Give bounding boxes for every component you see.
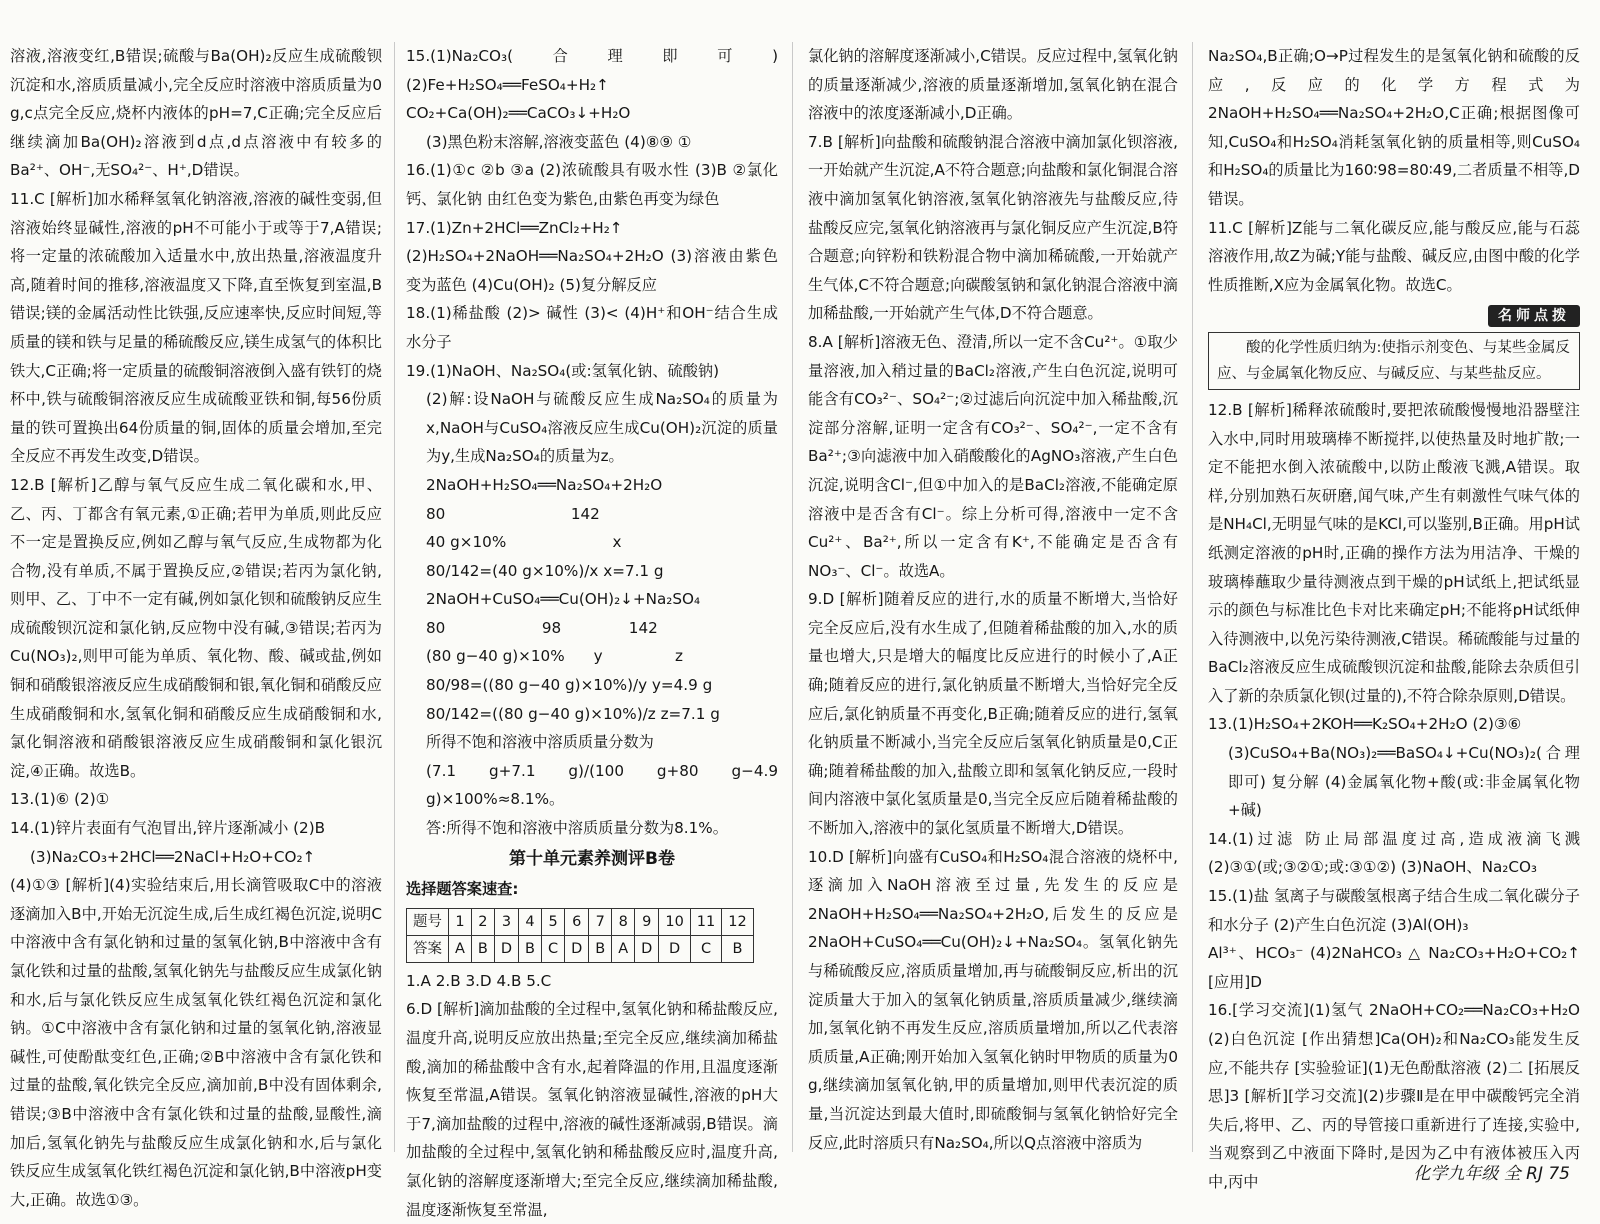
table-cell: 2: [471, 908, 494, 935]
column-divider: [394, 42, 395, 1152]
table-cell: D: [494, 935, 518, 962]
table-cell: B: [589, 935, 612, 962]
table-cell: 5: [542, 908, 565, 935]
answer-13: 13.(1)H₂SO₄+2KOH══K₂SO₄+2H₂O (2)③⑥: [1208, 715, 1522, 734]
answer-12: 12.B [解析]稀释浓硫酸时,要把浓硫酸慢慢地沿器壁注入水中,同时用玻璃棒不断搅拌,以使热量及时地扩散;一定不能把水倒入浓硫酸中,以防止酸液飞溅,A错误。取样,分别加熟石灰研磨,闻气味,产生有刺激性气味气体的是NH₄Cl,无明显气味的是KCl,可以鉴别,B正确。用pH试纸测定溶液的pH时,正确的操作方法为用洁净、干燥的玻璃棒蘸取少量待测液点到干燥的pH试纸上,把试纸显示的颜色与标准比色卡对比来确定pH;不能将pH试纸伸入待测液中,以免污染待测液,C错误。稀硫酸能与过量的BaCl₂溶液反应生成硫酸钡沉淀和盐酸,能除去杂质但引入了新的杂质氯化钡(过量的),不符合除杂原则,D错误。: [1208, 400, 1580, 705]
table-answer-label: 答案: [407, 935, 449, 962]
table-cell: A: [449, 935, 472, 962]
table-cell: A: [612, 935, 635, 962]
answer-15: 15.(1)Na₂CO₃(合理即可) (2)Fe+H₂SO₄══FeSO₄+H₂↑ CO₂+Ca(OH)₂══CaCO₃↓+H₂O: [406, 47, 778, 123]
calc-line: 40 g×10% x: [426, 533, 622, 552]
column-divider: [1192, 42, 1193, 1152]
answer-14: 14.(1)过滤 防止局部温度过高,造成液滴飞溅 (2)③①(或;③②①;或:③①②) (3)NaOH、Na₂CO₃: [1208, 829, 1580, 877]
answer-14: 14.(1)锌片表面有气泡冒出,锌片逐渐减小 (2)B: [10, 819, 326, 838]
table-cell: C: [690, 935, 721, 962]
table-cell: 8: [612, 908, 635, 935]
tip-box: 酸的化学性质归纳为:使指示剂变色、与某些金属反应、与金属氧化物反应、与碱反应、与某些盐反应。: [1208, 332, 1580, 390]
table-cell: 6: [565, 908, 589, 935]
answer-19: 19.(1)NaOH、Na₂SO₄(或:氢氧化钠、硫酸钠): [406, 361, 719, 380]
column-3: [808, 42, 1178, 1152]
table-cell: 7: [589, 908, 612, 935]
answer-10: 10.D [解析]向盛有CuSO₄和H₂SO₄混合溶液的烧杯中,逐滴加入NaOH溶液至过量,先发生的反应是2NaOH+H₂SO₄══Na₂SO₄+2H₂O,后发生的反应是2NaOH+CuSO₄══Cu(OH)₂↓+Na₂SO₄。氢氧化钠先与稀硫酸反应,溶质质量增加,再与硫酸铜反应,析出的沉淀质量大于加入的氢氧化钠质量,溶质质量减少,继续滴加,氢氧化钠不再发生反应,溶质质量增加,所以乙代表溶质质量,A正确;刚开始加入氢氧化钠时甲物质的质量为0 g,继续滴加氢氧化钠,甲的质量增加,则甲代表沉淀的质量,当沉淀达到最大值时,即硫酸铜与氢氧化钠恰好完全反应,此时溶质只有Na₂SO₄,所以Q点溶液中溶质为: [808, 847, 1178, 1152]
column-2: [406, 42, 778, 1219]
answer-19-solution: (2)解:设NaOH与硫酸反应生成Na₂SO₄的质量为x,NaOH与CuSO₄溶液反应生成Cu(OH)₂沉淀的质量为y,生成Na₂SO₄的质量为z。: [426, 390, 778, 466]
calc-line: 80 98 142: [426, 618, 658, 637]
answer-13: 13.(1)⑥ (2)①: [10, 790, 110, 809]
table-cell: 4: [519, 908, 542, 935]
table-cell: 10: [659, 908, 690, 935]
table-cell: B: [471, 935, 494, 962]
table-cell: 11: [690, 908, 721, 935]
calc-answer: 答:所得不饱和溶液中溶质质量分数为8.1%。: [426, 819, 728, 838]
table-header-label: 题号: [407, 908, 449, 935]
table-cell: B: [722, 935, 753, 962]
table-row-answers: [407, 935, 754, 962]
calc-line: 所得不饱和溶液中溶质质量分数为: [426, 733, 654, 752]
answer-11: 11.C [解析]加水稀释氢氧化钠溶液,溶液的碱性变弱,但溶液始终显碱性,溶液的pH不可能小于或等于7,A错误;将一定量的浓硫酸加入适量水中,放出热量,溶液温度升高,随着时间的推移,溶液温度又下降,直至恢复到室温,B错误;镁的金属活动性比铁强,反应速率快,反应时间短,等质量的镁和铁与足量的稀硫酸反应,镁生成氢气的体积比铁大,C正确;将一定质量的硫酸铜溶液倒入盛有铁钉的烧杯中,铁与硫酸铜溶液反应生成硫酸亚铁和铜,每56份质量的铁可置换出64份质量的铜,固体的质量会增加,至完全反应不再发生改变,D错误。: [10, 189, 382, 466]
answer-9: 9.D [解析]随着反应的进行,水的质量不断增大,当恰好完全反应后,没有水生成了,但随着稀盐酸的加入,水的质量也增大,只是增大的幅度比反应进行的时候小了,A正确;随着反应的进行,氯化钠质量不断增大,当恰好完全反应后,氯化钠质量不再变化,B正确;随着反应的进行,氢氧化钠质量不断减小,当完全反应后氢氧化钠质量是0,C正确;随着稀盐酸的加入,盐酸立即和氢氧化钠反应,一段时间内溶液中氯化氢质量是0,当完全反应后随着稀盐酸的不断加入,溶液中的氯化氢质量不断增大,D错误。: [808, 590, 1178, 838]
answer-13-cont: (3)CuSO₄+Ba(NO₃)₂══BaSO₄↓+Cu(NO₃)₂(合理即可) 复分解 (4)金属氧化物+酸(或:非金属氧化物+碱): [1228, 744, 1580, 820]
answer-17: 17.(1)Zn+2HCl══ZnCl₂+H₂↑ (2)H₂SO₄+2NaOH══Na₂SO₄+2H₂O (3)溶液由紫色变为蓝色 (4)Cu(OH)₂ (5)复分解反应: [406, 218, 778, 294]
answer-15: 15.(1)盐 氢离子与碳酸氢根离子结合生成二氧化碳分子和水分子 (2)产生白色沉淀 (3)Al(OH)₃: [1208, 887, 1580, 934]
table-cell: 12: [722, 908, 753, 935]
table-cell: D: [635, 935, 659, 962]
answer-8: 8.A [解析]溶液无色、澄清,所以一定不含Cu²⁺。①取少量溶液,加入稍过量的BaCl₂溶液,产生白色沉淀,说明可能含有CO₃²⁻、SO₄²⁻;②过滤后向沉淀中加入稀盐酸,沉淀部分溶解,证明一定含有CO₃²⁻、SO₄²⁻,一定不含有Ba²⁺;③向滤液中加入硝酸酸化的AgNO₃溶液,产生白色沉淀,说明含Cl⁻,但①中加入的是BaCl₂溶液,不能确定原溶液中是否含有Cl⁻。综上分析可得,溶液中一定不含Cu²⁺、Ba²⁺,所以一定含有K⁺,不能确定是否含有NO₃⁻、Cl⁻。故选A。: [808, 332, 1178, 580]
tip-header: [1208, 301, 1580, 330]
table-title: 选择题答案速查:: [406, 880, 519, 899]
answer-18: 18.(1)稀盐酸 (2)> 碱性 (3)< (4)H⁺和OH⁻结合生成水分子: [406, 304, 778, 351]
page-footer: 化学九年级 全 RJ 75: [1413, 1164, 1570, 1184]
table-cell: D: [565, 935, 589, 962]
answer-7: 7.B [解析]向盐酸和硫酸钠混合溶液中滴加氯化钡溶液,一开始就产生沉淀,A不符合题意;向盐酸和氯化铜混合溶液中滴加氢氧化钠溶液,氢氧化钠溶液先与盐酸反应,待盐酸反应完,氢氧化钠溶液再与氯化铜反应产生沉淀,B符合题意;向锌粉和铁粉混合物中滴加稀硫酸,一开始就产生气体,C不符合题意;向碳酸氢钠和氯化钠混合溶液中滴加稀盐酸,一开始就产生气体,D不符合题意。: [808, 132, 1178, 323]
table-cell: 1: [449, 908, 472, 935]
table-cell: C: [542, 935, 565, 962]
calc-line: (80 g−40 g)×10% y z: [426, 647, 683, 666]
table-cell: 3: [494, 908, 518, 935]
answer-6: 6.D [解析]滴加盐酸的全过程中,氢氧化钠和稀盐酸反应,温度升高,说明反应放出热量;至完全反应,继续滴加稀盐酸,滴加的稀盐酸中含有水,起着降温的作用,且温度逐渐恢复至常温,A错误。氢氧化钠溶液显碱性,溶液的pH大于7,滴加盐酸的过程中,溶液的碱性逐渐减弱,B错误。滴加盐酸的全过程中,氢氧化钠和稀盐酸反应时,温度升高,氯化钠的溶解度逐渐增大;至完全反应,继续滴加稀盐酸,温度逐渐恢复至常温,: [406, 1000, 778, 1219]
answer-11: 11.C [解析]Z能与二氧化碳反应,能与酸反应,能与石蕊溶液作用,故Z为碱;Y能与盐酸、碱反应,由图中酸的化学性质推断,X应为金属氧化物。故选C。: [1208, 218, 1580, 294]
calc-line: 2NaOH+CuSO₄══Cu(OH)₂↓+Na₂SO₄: [426, 590, 701, 609]
answer-12: 12.B [解析]乙醇与氧气反应生成二氧化碳和水,甲、乙、丙、丁都含有氧元素,①正确;若甲为单质,则此反应不一定是置换反应,例如乙醇与氧气反应,生成物都为化合物,没有单质,不属于置换反应,②错误;若丙为氯化钠,则甲、乙、丁中不一定有碱,例如氯化钡和硫酸钠反应生成硫酸钡沉淀和氯化钠,反应物中没有碱,③错误;若丙为Cu(NO₃)₂,则甲可能为单质、氧化物、酸、碱或盐,例如铜和硝酸银溶液反应生成硝酸铜和银,氧化铜和硝酸反应生成硝酸铜和水,氢氧化铜和硝酸反应生成硝酸铜和水,氯化铜溶液和硝酸银溶液反应生成硝酸铜和氯化银沉淀,④正确。故选B。: [10, 475, 382, 780]
answer-14-analysis: (4)①③ [解析](4)实验结束后,用长滴管吸取C中的溶液逐滴加入B中,开始无沉淀生成,后生成红褐色沉淀,说明C中溶液中含有氯化钠和过量的氢氧化钠,B中溶液中含有氯化铁和过量的盐酸,氢氧化钠先与盐酸反应生成氯化钠和水,后与氯化铁反应生成氢氧化铁红褐色沉淀和氯化钠。①C中溶液中含有氯化钠和过量的氢氧化钠,溶液显碱性,可使酚酞变红色,正确;②B中溶液中含有氯化铁和过量的盐酸,氧化铁完全反应,滴加前,B中没有固体剩余,错误;③B中溶液中含有氯化铁和过量的盐酸,显酸性,滴加后,氢氧化钠先与盐酸反应生成氯化钠和水,后与氯化铁反应生成氢氧化铁红褐色沉淀和氯化钠,B中溶液pH变大,正确。故选①③。: [10, 876, 382, 1209]
table-cell: 9: [635, 908, 659, 935]
answer-14-equation: (3)Na₂CO₃+2HCl══2NaCl+H₂O+CO₂↑: [30, 847, 316, 866]
calc-line: 80/142=((80 g−40 g)×10%)/z z=7.1 g: [426, 704, 720, 723]
tip-title: 名师点拨: [1488, 305, 1580, 327]
table-cell: B: [519, 935, 542, 962]
text-paragraph: 氯化钠的溶解度逐渐减小,C错误。反应过程中,氢氧化钠的质量逐渐减少,溶液的质量逐渐增加,氢氧化钠在混合溶液中的浓度逐渐减小,D正确。: [808, 47, 1178, 123]
calc-line: (7.1 g+7.1 g)/(100 g+80 g−4.9 g)×100%≈8.1%。: [426, 761, 778, 809]
table-row-numbers: [407, 908, 754, 935]
answer-15-cont: Al³⁺、HCO₃⁻ (4)2NaHCO₃ △ Na₂CO₃+H₂O+CO₂↑ [应用]D: [1208, 944, 1580, 991]
section-title: 第十单元素养测评B卷: [509, 848, 675, 869]
column-1: [10, 42, 382, 1209]
text-paragraph: Na₂SO₄,B正确;O→P过程发生的是氢氧化钠和硫酸的反应,反应的化学方程式为2NaOH+H₂SO₄══Na₂SO₄+2H₂O,C正确;根据图像可知,CuSO₄和H₂SO₄消耗氢氧化钠的质量相等,则CuSO₄和H₂SO₄的质量比为160∶98=80∶49,二者质量不相等,D错误。: [1208, 47, 1580, 208]
table-cell: D: [659, 935, 690, 962]
answer-15-cont: (3)黑色粉末溶解,溶液变蓝色 (4)⑧⑨ ①: [426, 132, 692, 151]
calc-line: 80/142=(40 g×10%)/x x=7.1 g: [426, 561, 664, 580]
calc-line: 80/98=((80 g−40 g)×10%)/y y=4.9 g: [426, 676, 713, 695]
column-divider: [792, 42, 793, 1152]
calc-line: 2NaOH+H₂SO₄══Na₂SO₄+2H₂O: [426, 475, 663, 494]
answer-table: [406, 908, 754, 963]
text-paragraph: 溶液,溶液变红,B错误;硫酸与Ba(OH)₂反应生成硫酸钡沉淀和水,溶质质量减小,完全反应时溶液中溶质质量为0 g,c点完全反应,烧杯内液体的pH=7,C正确;完全反应后继续滴加Ba(OH)₂溶液到d点,d点溶液中有较多的Ba²⁺、OH⁻,无SO₄²⁻、H⁺,D错误。: [10, 47, 382, 180]
answer-16: 16.(1)①c ②b ③a (2)浓硫酸具有吸水性 (3)B ②氯化钙、氯化钠 由红色变为紫色,由紫色再变为绿色: [406, 161, 778, 208]
answer-16: 16.[学习交流](1)氢气 2NaOH+CO₂══Na₂CO₃+H₂O (2)白色沉淀 [作出猜想]Ca(OH)₂和Na₂CO₃能发生反应,不能共存 [实验验证](1)无色酚酞溶液 (2)二 [拓展反思]3 [解析][学习交流](2)步骤Ⅱ是在甲中碳酸钙完全消失后,将甲、乙、丙的导管接口重新进行了连接,实验中,当观察到乙中液面下降时,是因为乙中有液体被压入丙中,丙中: [1208, 1001, 1580, 1191]
calc-line: 80 142: [426, 504, 600, 523]
answers-1-5: 1.A 2.B 3.D 4.B 5.C: [406, 971, 552, 990]
